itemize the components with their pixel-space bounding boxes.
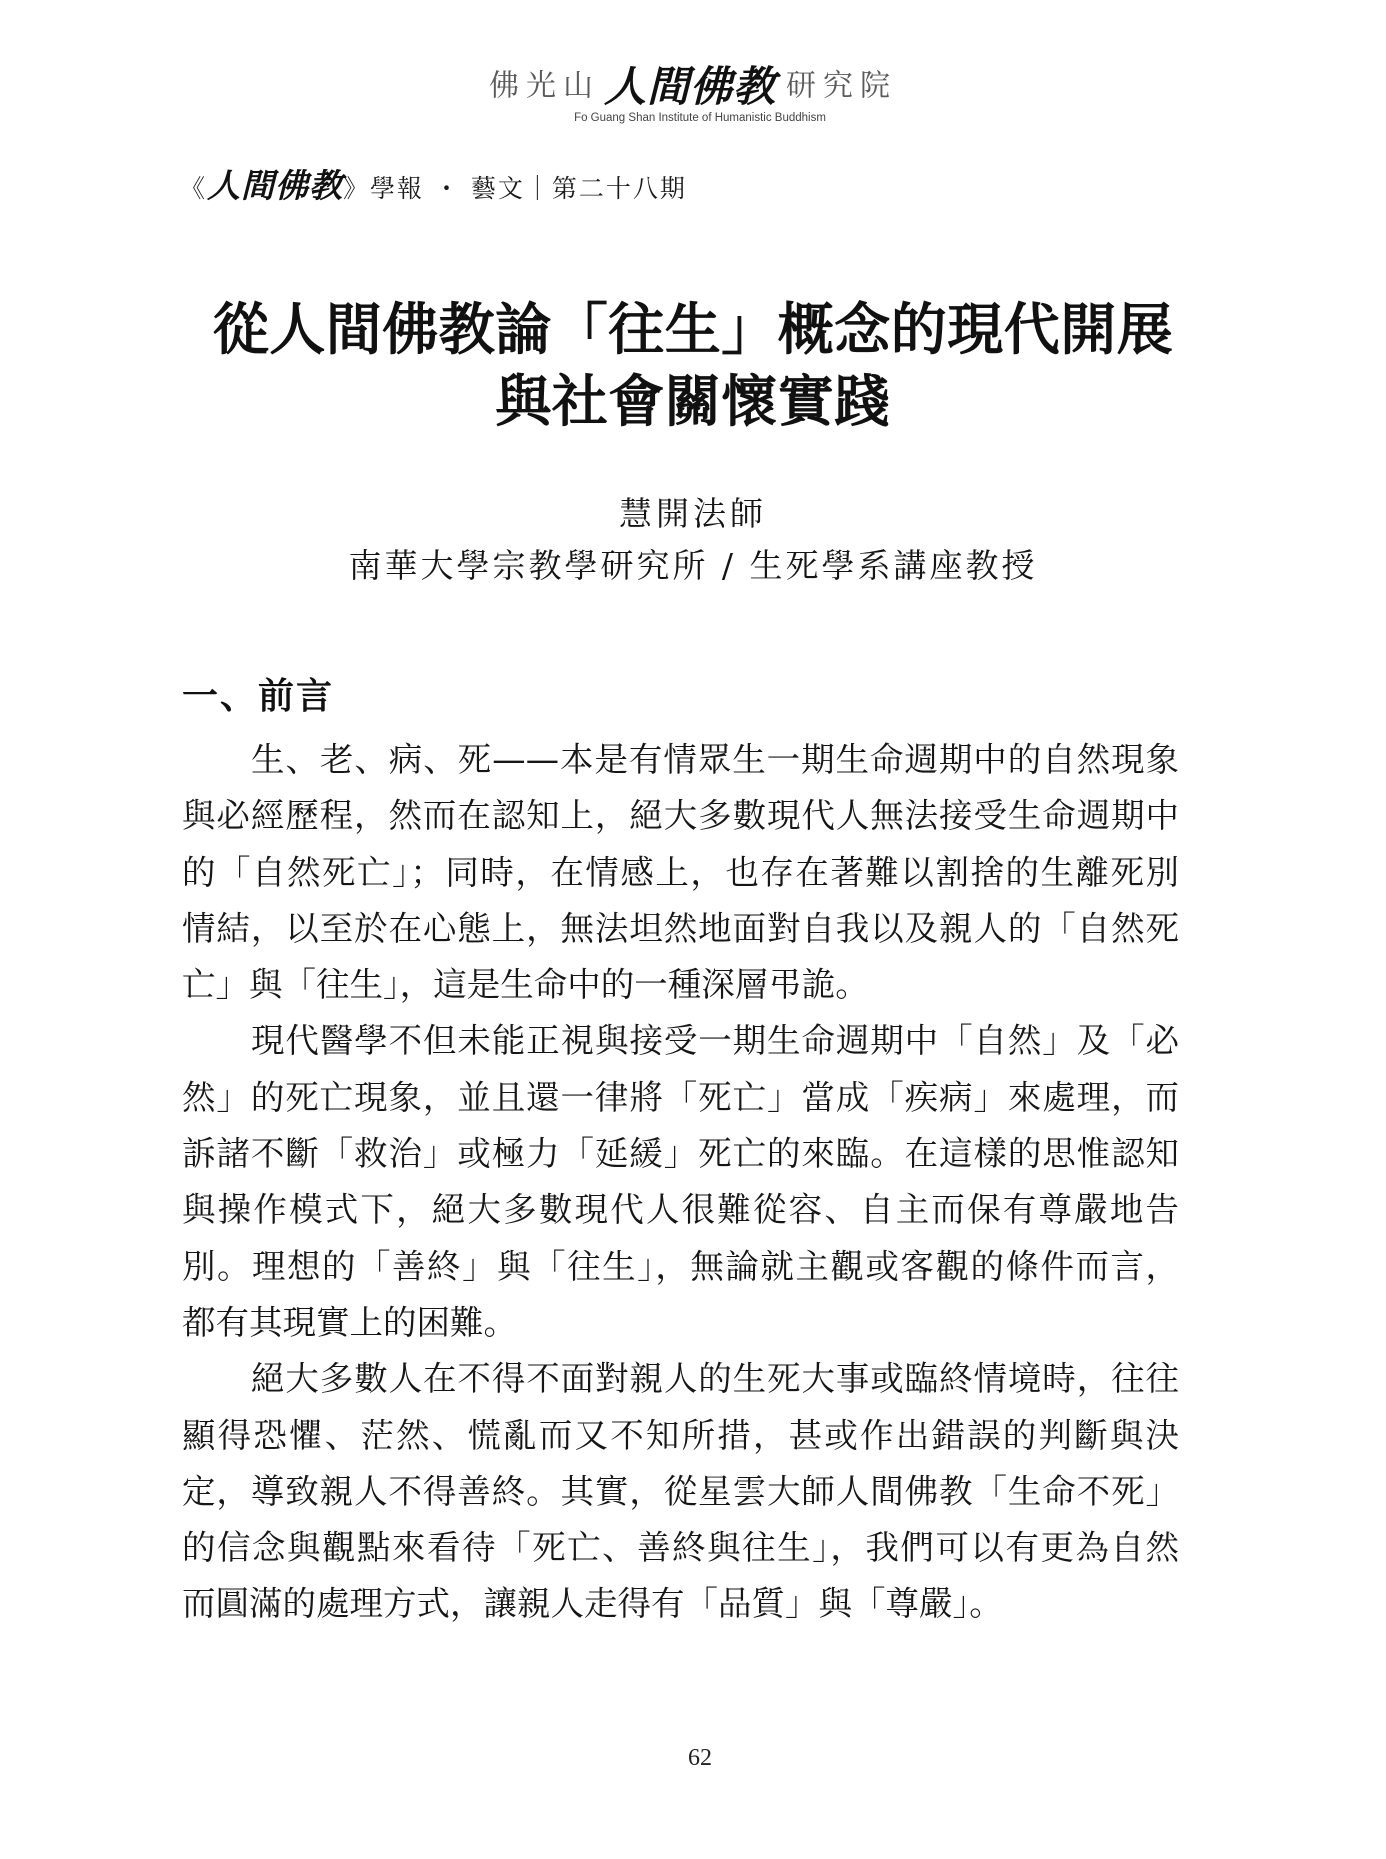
- paragraph-line: 生、老、病、死——本是有情眾生一期生命週期中的自然現象: [251, 740, 1179, 779]
- institute-prefix: 佛光山: [488, 68, 600, 104]
- body-text: [182, 732, 1179, 1633]
- paragraph-line: 別。理想的「善終」與「往生」，無論就主觀或客觀的條件而言，: [182, 1246, 1179, 1286]
- journal-issue-info: 》學報 ・ 藝文｜第二十八期: [343, 174, 687, 203]
- institute-suffix: 研究院: [786, 68, 897, 104]
- article-title: [0, 294, 1386, 438]
- paragraph-line: 定，導致親人不得善終。其實，從星雲大師人間佛教「生命不死」: [182, 1471, 1179, 1511]
- paragraph-2: [182, 1013, 1179, 1351]
- paragraph-line: 的信念與觀點來看待「死亡、善終與往生」，我們可以有更為自然: [182, 1528, 1179, 1568]
- paragraph-line: 絕大多數人在不得不面對親人的生死大事或臨終情境時，往往: [251, 1359, 1179, 1399]
- journal-running-header: [180, 166, 687, 206]
- journal-open-bracket: 《: [180, 174, 208, 203]
- paragraph-3: [182, 1351, 1179, 1632]
- paragraph-1: [182, 732, 1179, 1013]
- humanistic-buddhism-logo: 人間佛教: [603, 61, 776, 111]
- paragraph-line: 與操作模式下，絕大多數現代人很難從容、自主而保有尊嚴地告: [182, 1190, 1179, 1230]
- paragraph-line: 亡」與「往生」，這是生命中的一種深層弔詭。: [182, 965, 869, 1005]
- paragraph-line: 都有其現實上的困難。: [182, 1302, 517, 1342]
- institute-header: [0, 62, 1386, 110]
- section-heading: 一、前言: [182, 675, 335, 717]
- title-line-2: 與社會關懷實踐: [495, 369, 891, 435]
- paragraph-line: 與必經歷程，然而在認知上，絕大多數現代人無法接受生命週期中: [182, 796, 1179, 836]
- paragraph-line: 訴諸不斷「救治」或極力「延緩」死亡的來臨。在這樣的思惟認知: [182, 1134, 1179, 1174]
- title-line-1: 從人間佛教論「往生」概念的現代開展: [212, 297, 1174, 363]
- author-name: 慧開法師: [619, 494, 767, 533]
- paragraph-line: 然」的死亡現象，並且還一律將「死亡」當成「疾病」來處理，而: [182, 1077, 1179, 1117]
- paragraph-line: 而圓滿的處理方式，讓親人走得有「品質」與「尊嚴」。: [182, 1584, 1003, 1624]
- page-number: 62: [688, 1745, 712, 1771]
- paragraph-line: 現代醫學不但未能正視與接受一期生命週期中「自然」及「必: [251, 1021, 1179, 1061]
- paragraph-line: 顯得恐懼、茫然、慌亂而又不知所措，甚或作出錯誤的判斷與決: [182, 1415, 1179, 1455]
- author-affiliation: 南華大學宗教學研究所 / 生死學系講座教授: [348, 546, 1038, 585]
- journal-logo: 人間佛教: [207, 166, 344, 205]
- paragraph-line: 情結，以至於在心態上，無法坦然地面對自我以及親人的「自然死: [182, 908, 1179, 948]
- paragraph-line: 的「自然死亡」；同時，在情感上，也存在著難以割捨的生離死別: [182, 852, 1179, 892]
- institute-english-name: Fo Guang Shan Institute of Humanistic Buddhism: [574, 112, 826, 124]
